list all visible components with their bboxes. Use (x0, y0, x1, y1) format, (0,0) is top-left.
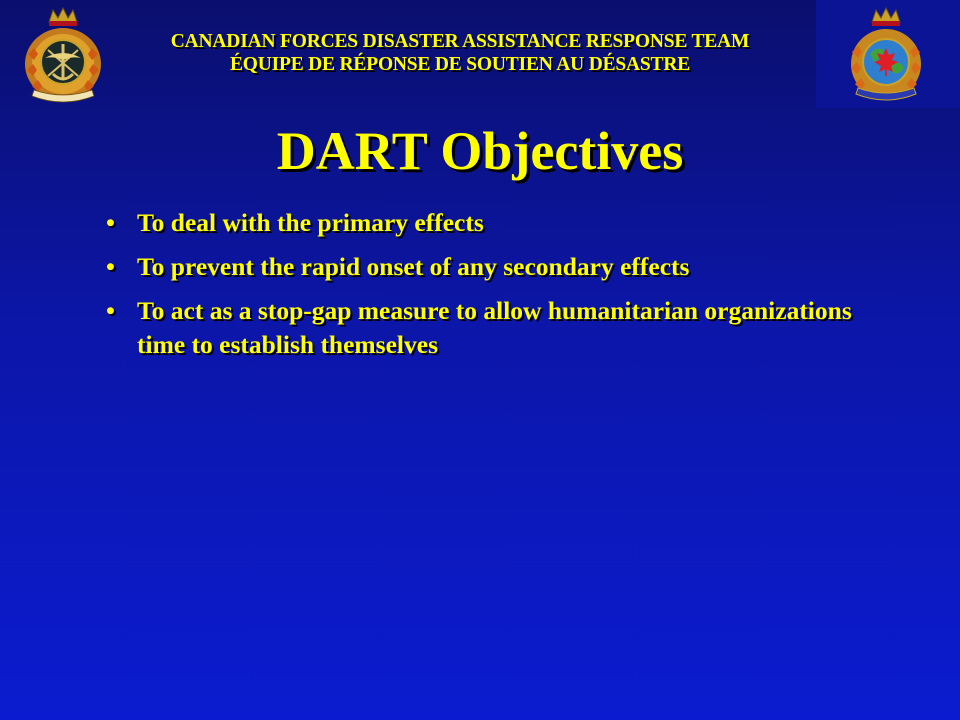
header-title (100, 30, 820, 76)
bullet-item (104, 250, 884, 284)
bullet-glyph: • (106, 208, 115, 237)
canadian-forces-crest-icon (20, 4, 106, 104)
bullet-glyph: • (106, 252, 115, 281)
header-line-french: ÉQUIPE DE RÉPONSE DE SOUTIEN AU DÉSASTRE (229, 54, 691, 75)
slide-title: DART Objectives (276, 121, 684, 181)
header-line-english: CANADIAN FORCES DISASTER ASSISTANCE RESPONSE TEAM (170, 31, 750, 52)
dart-crest-icon (846, 4, 926, 104)
bullet-item (104, 206, 884, 240)
bullet-glyph: • (106, 296, 115, 325)
bullet-text: To prevent the rapid onset of any secondary effects (137, 252, 690, 281)
bullet-text: To deal with the primary effects (137, 208, 484, 237)
bullet-item (104, 294, 884, 362)
bullet-list (104, 206, 884, 372)
bullet-text: To act as a stop-gap measure to allow humanitarian organizations time to establish themselves (137, 296, 852, 359)
